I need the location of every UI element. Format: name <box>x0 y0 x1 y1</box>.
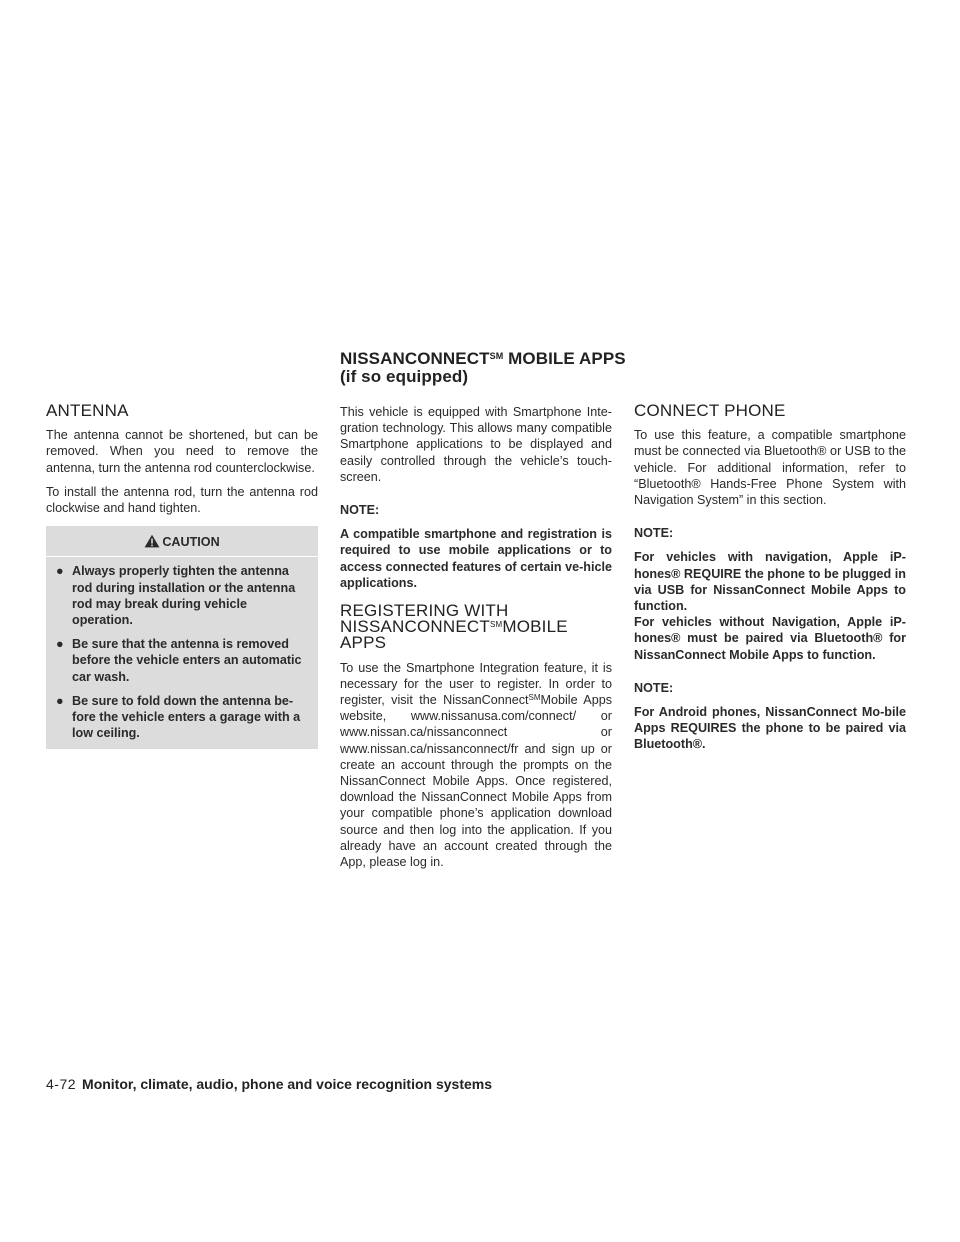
column-smartphone <box>340 0 612 870</box>
warning-icon <box>144 534 160 548</box>
page-footer <box>46 1076 492 1092</box>
smartphone-paragraph: This vehicle is equipped with Smartphone Inte-gration technology. This allows many compatible Smartphone applications to be displayed and easily controlled through the vehicle’s touch-screen. <box>340 405 612 484</box>
smartphone-note: A compatible smartphone and registration is required to use mobile applications or to access connected features of certain ve-hicle applications. <box>340 527 612 590</box>
caution-title: CAUTION <box>46 532 318 557</box>
connect-phone-note-1a: For vehicles with navigation, Apple iP-hones® REQUIRE the phone to be plugged in via USB for NissanConnect Mobile Apps to function. <box>634 550 906 614</box>
column-connect-phone <box>634 0 906 753</box>
antenna-heading: ANTENNA <box>46 401 129 420</box>
connect-phone-note-1b: For vehicles without Navigation, Apple iP-hones® must be paired via Bluetooth® for NissanConnect Mobile Apps to function. <box>634 615 906 662</box>
chapter-title: Monitor, climate, audio, phone and voice recognition systems <box>82 1076 492 1092</box>
section-heading-line1: NISSANCONNECT℠ MOBILE APPS <box>340 349 626 368</box>
caution-item: ● Be sure that the antenna is removed before the vehicle enters an automatic car wash. <box>56 637 302 684</box>
connect-phone-heading: CONNECT PHONE <box>634 401 786 420</box>
registering-heading: REGISTERING WITH NISSANCONNECT℠MOBILE APPS <box>340 601 568 653</box>
registering-paragraph: To use the Smartphone Integration feature, it is necessary for the user to register. In order to register, visit the NissanConnect℠Mobile Apps website, www.nissanusa.com/connect/ or www.nissan.ca/nissanconnect or www.nissan.ca/nissanconnect/fr and sign up or create an account through the prompts on the NissanConnect Mobile Apps. Once registered, download the NissanConnect Mobile Apps from your compatible phone’s application download source and then log into the application. If you already have an account created through the App, please log in. <box>340 660 612 870</box>
caution-list <box>52 563 310 741</box>
column-antenna <box>46 0 318 749</box>
note-label: NOTE: <box>634 526 674 541</box>
page-number: 4-72 <box>46 1076 77 1092</box>
connect-phone-paragraph: To use this feature, a compatible smartphone must be connected via Bluetooth® or USB to the vehicle. For additional information, refer to “Bluetooth® Hands-Free Phone System with Navigation System” in this section. <box>634 428 906 508</box>
note-label: NOTE: <box>634 680 674 695</box>
connect-phone-note-2: For Android phones, NissanConnect Mo-bile Apps REQUIRES the phone to be paired via Bluetooth®. <box>634 705 906 752</box>
antenna-paragraph-2: To install the antenna rod, turn the antenna rod clockwise and hand tighten. <box>46 484 318 516</box>
caution-box <box>46 526 318 749</box>
caution-item: ● Always properly tighten the antenna rod during installation or the antenna rod may break during vehicle operation. <box>56 564 296 628</box>
antenna-paragraph-1: The antenna cannot be shortened, but can be removed. When you need to remove the antenna, turn the antenna rod counterclockwise. <box>46 428 318 475</box>
caution-item: ● Be sure to fold down the antenna be-fore the vehicle enters a garage with a low ceiling. <box>56 693 301 741</box>
note-label: NOTE: <box>340 503 380 518</box>
section-heading-line2: (if so equipped) <box>340 367 469 386</box>
